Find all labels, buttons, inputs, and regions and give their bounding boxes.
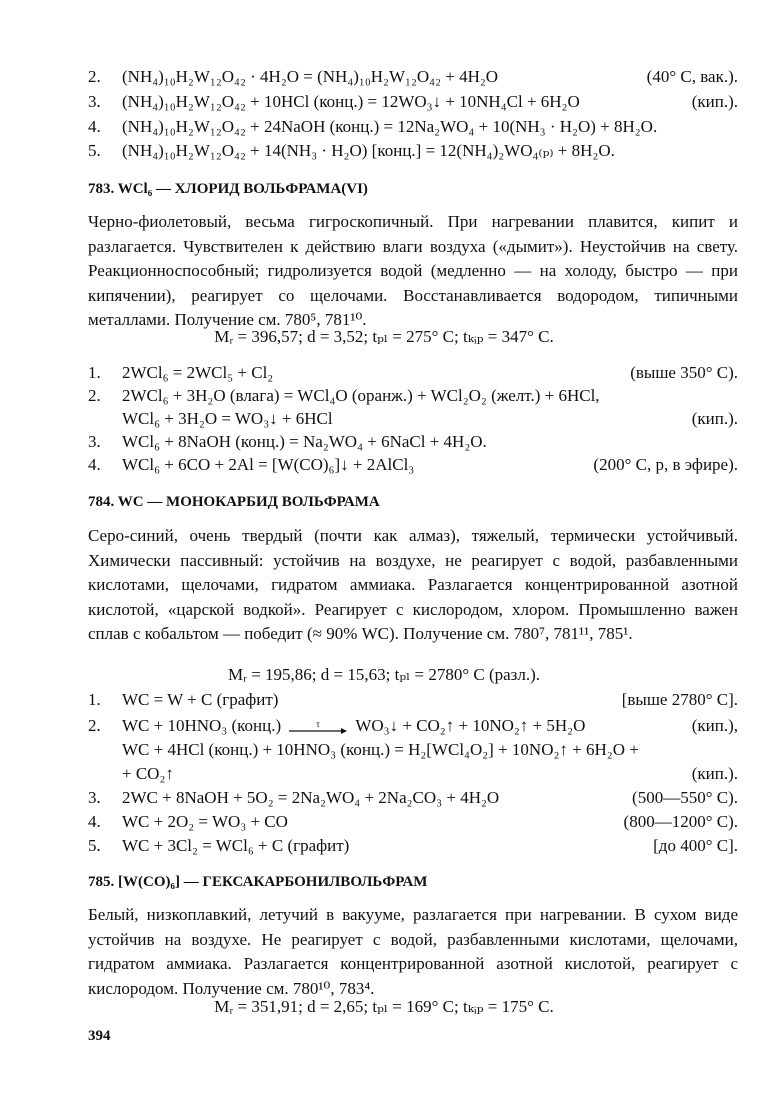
equation-text: (NH₄)₁₀H₂W₁₂O₄₂ + 10HCl (конц.) = 12WO₃↓ + 10NH₄Cl + 6H₂O (122, 92, 580, 111)
equation-condition: (кип.). (691, 764, 738, 783)
section-description: Серо-синий, очень твердый (почти как алмаз), тяжелый, термически устойчивый. Химически пассивный: устойчив на воздухе, не реагирует с водой, разбавленными кислотами, щелочами, гидратом аммиака. Разлагается концентрированной азотной кислотой, «царской водкой». Реагирует с кислородом, хлором. Промышленно важен сплав с кобальтом — победит (≈ 90% WC). Получение см. 780⁷, 781¹¹, 785¹. (88, 526, 738, 643)
equation-condition: [до 400° C]. (653, 836, 738, 855)
equation-text: 2WCl₆ = 2WCl₅ + Cl₂ (122, 363, 274, 382)
equation-number: 5. (88, 836, 101, 855)
properties-line: Mᵣ = 195,86; d = 15,63; tₚₗ = 2780° C (разл.). (227, 665, 541, 684)
equation-right-side: WO₃↓ + CO₂↑ + 10NO₂↑ + 5H₂O (355, 716, 586, 735)
equation-number: 4. (88, 812, 101, 831)
equation-text (122, 715, 585, 737)
equation-text: (NH₄)₁₀H₂W₁₂O₄₂ · 4H₂O = (NH₄)₁₀H₂W₁₂O₄₂ + 4H₂O (122, 67, 499, 86)
equation-number: 1. (88, 363, 101, 382)
equation-number: 3. (88, 432, 101, 451)
heating-arrow (289, 721, 347, 733)
page-number: 394 (88, 1028, 111, 1044)
section-heading: 784. WC — МОНОКАРБИД ВОЛЬФРАМА (88, 494, 380, 510)
equation-condition: (кип.). (691, 409, 738, 428)
equation-condition: (200° C, p, в эфире). (593, 455, 738, 474)
arrow-label: τ (316, 721, 321, 730)
equation-condition: [выше 2780° C]. (621, 690, 738, 709)
equation-left-side: WC + 10HNO₃ (конц.) (122, 716, 282, 735)
equation-condition: (800—1200° C). (623, 812, 738, 831)
section-description: Белый, низкоплавкий, летучий в вакууме, разлагается при нагревании. В сухом виде устойчив на воздухе. Не реагирует с водой, разбавленными кислотами, щелочами, гидратом аммиака. Разлагается концентрированной азотной кислотой, реагирует с кислородом. Получение см. 780¹⁰, 783⁴. (88, 905, 738, 998)
equation-text: WCl₆ + 6CO + 2Al = [W(CO)₆]↓ + 2AlCl₃ (122, 455, 415, 474)
equation-text: WC + 4HCl (конц.) + 10HNO₃ (конц.) = H₂[WCl₄O₂] + 10NO₂↑ + 6H₂O + (122, 740, 639, 759)
equation-text: WCl₆ + 8NaOH (конц.) = Na₂WO₄ + 6NaCl + 4H₂O. (122, 432, 487, 451)
equation-text: WCl₆ + 3H₂O = WO₃↓ + 6HCl (122, 409, 333, 428)
equation-number: 4. (88, 117, 101, 136)
equation-number: 3. (88, 788, 101, 807)
equation-number: 1. (88, 690, 101, 709)
equation-number: 2. (88, 386, 101, 405)
section-heading: 785. [W(CO)₆] — ГЕКСАКАРБОНИЛВОЛЬФРАМ (88, 874, 428, 890)
section-heading: 783. WCl₆ — ХЛОРИД ВОЛЬФРАМА(VI) (88, 181, 368, 197)
equation-condition: (кип.). (691, 92, 738, 111)
equation-text: (NH₄)₁₀H₂W₁₂O₄₂ + 24NaOH (конц.) = 12Na₂WO₄ + 10(NH₃ · H₂O) + 8H₂O. (122, 117, 658, 136)
equation-condition: (кип.), (691, 716, 738, 735)
equation-text: 2WC + 8NaOH + 5O₂ = 2Na₂WO₄ + 2Na₂CO₃ + 4H₂O (122, 788, 500, 807)
equation-condition: (выше 350° C). (630, 363, 738, 382)
equation-number: 2. (88, 716, 101, 735)
equation-number: 5. (88, 141, 101, 160)
section-description: Черно-фиолетовый, весьма гигроскопичный. При нагревании плавится, кипит и разлагается. Чувствителен к действию влаги воздуха («дымит»). Неустойчив на свету. Реакционноспособный; гидролизуется водой (медленно — на холоду, быстро — при кипячении), реагирует со щелочами. Восстанавливается водородом, типичными металлами. Получение см. 780⁵, 781¹⁰. (88, 212, 738, 329)
equation-text: 2WCl₆ + 3H₂O (влага) = WCl₄O (оранж.) + WCl₂O₂ (желт.) + 6HCl, (122, 386, 600, 405)
properties-line: Mᵣ = 396,57; d = 3,52; tₚₗ = 275° C; tₖᵢₚ = 347° C. (214, 327, 554, 346)
equation-number: 2. (88, 67, 101, 86)
equation-text: WC + 3Cl₂ = WCl₆ + C (графит) (122, 836, 350, 855)
equation-text: + CO₂↑ (122, 764, 174, 783)
properties-line: Mᵣ = 351,91; d = 2,65; tₚₗ = 169° C; tₖᵢₚ = 175° C. (214, 997, 554, 1016)
equation-condition: (500—550° C). (632, 788, 738, 807)
equation-text: (NH₄)₁₀H₂W₁₂O₄₂ + 14(NH₃ · H₂O) [конц.] = 12(NH₄)₂WO₄₍ₚ₎ + 8H₂O. (122, 141, 615, 160)
equation-condition: (40° C, вак.). (646, 67, 738, 86)
equation-number: 3. (88, 92, 101, 111)
equation-number: 4. (88, 455, 101, 474)
equation-text: WC = W + C (графит) (122, 690, 279, 709)
equation-text: WC + 2O₂ = WO₃ + CO (122, 812, 288, 831)
